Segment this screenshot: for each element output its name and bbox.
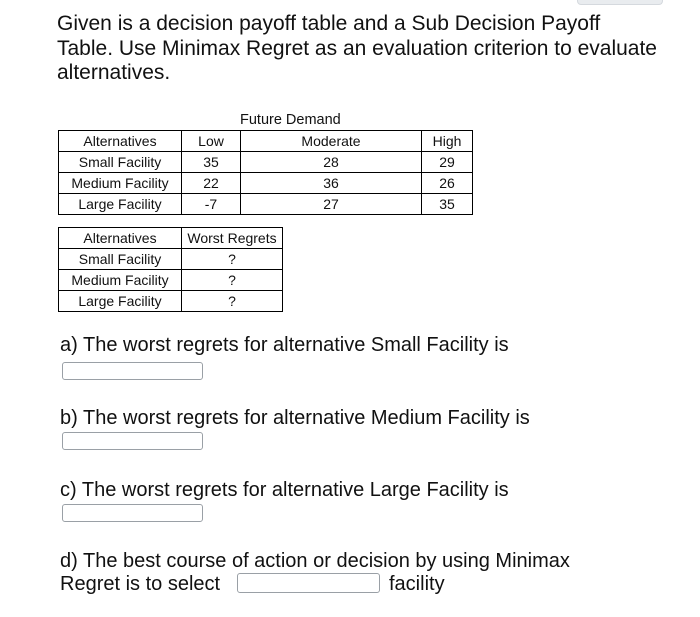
question-d-line1: d) The best course of action or decision by using Minimax — [60, 550, 570, 572]
payoff-header-alternatives: Alternatives — [59, 131, 182, 152]
table-row — [59, 270, 283, 291]
payoff-cell-moderate: 28 — [241, 152, 422, 173]
payoff-cell-high: 29 — [422, 152, 473, 173]
payoff-cell-low: 22 — [182, 173, 241, 194]
regret-table — [58, 227, 283, 312]
payoff-cell-alternative: Medium Facility — [59, 173, 182, 194]
payoff-cell-moderate: 36 — [241, 173, 422, 194]
regret-cell-alternative: Large Facility — [59, 291, 182, 312]
question-c-text: c) The worst regrets for alternative Large Facility is — [60, 479, 509, 501]
payoff-table — [58, 130, 473, 215]
regret-header-alternatives: Alternatives — [59, 228, 182, 249]
question-d-prefix: Regret is to select — [60, 573, 221, 595]
payoff-cell-alternative: Small Facility — [59, 152, 182, 173]
payoff-cell-alternative: Large Facility — [59, 194, 182, 215]
regret-cell-value: ? — [182, 291, 283, 312]
question-d-suffix: facility — [389, 573, 445, 595]
table-row — [59, 291, 283, 312]
payoff-cell-low: 35 — [182, 152, 241, 173]
question-b-text: b) The worst regrets for alternative Medium Facility is — [60, 407, 530, 429]
table-row — [59, 194, 473, 215]
table-row — [59, 249, 283, 270]
payoff-cell-high: 26 — [422, 173, 473, 194]
table-row — [59, 152, 473, 173]
future-demand-header: Future Demand — [240, 112, 341, 128]
top-tab — [577, 0, 663, 5]
payoff-header-low: Low — [182, 131, 241, 152]
answer-d-input[interactable] — [237, 573, 380, 593]
payoff-header-high: High — [422, 131, 473, 152]
regret-header-row — [59, 228, 283, 249]
answer-c-input[interactable] — [62, 504, 203, 522]
regret-cell-alternative: Small Facility — [59, 249, 182, 270]
answer-b-input[interactable] — [62, 432, 203, 450]
question-intro: Given is a decision payoff table and a Sub Decision Payoff Table. Use Minimax Regret as an evaluation criterion to evaluate alternatives. — [57, 12, 657, 84]
payoff-cell-low: -7 — [182, 194, 241, 215]
question-a-text: a) The worst regrets for alternative Small Facility is — [60, 334, 509, 356]
payoff-cell-high: 35 — [422, 194, 473, 215]
regret-header-worst-regrets: Worst Regrets — [182, 228, 283, 249]
regret-cell-value: ? — [182, 249, 283, 270]
regret-cell-alternative: Medium Facility — [59, 270, 182, 291]
answer-a-input[interactable] — [62, 362, 203, 380]
payoff-header-moderate: Moderate — [241, 131, 422, 152]
regret-cell-value: ? — [182, 270, 283, 291]
payoff-header-row — [59, 131, 473, 152]
table-row — [59, 173, 473, 194]
payoff-cell-moderate: 27 — [241, 194, 422, 215]
